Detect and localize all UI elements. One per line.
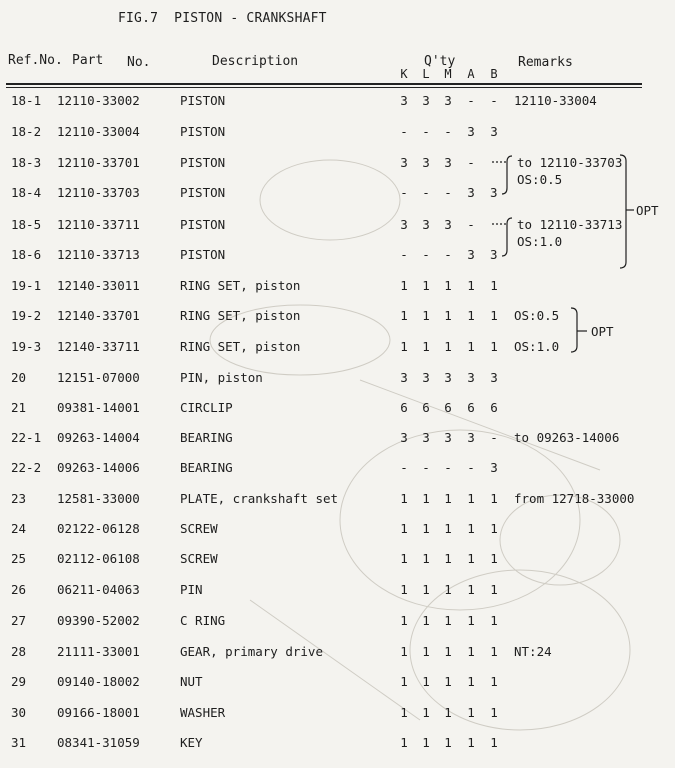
qty-l-cell: 1 <box>422 613 430 628</box>
opt-label-pistons: OPT <box>636 203 659 218</box>
qty-m-cell: 3 <box>444 93 452 108</box>
qty-k-cell: 3 <box>400 370 408 385</box>
qty-l-cell: 1 <box>422 308 430 323</box>
description-cell: WASHER <box>180 705 226 720</box>
ref-no-cell: 18-6 <box>11 247 42 262</box>
qty-k-cell: 1 <box>400 339 408 354</box>
qty-a-cell: 1 <box>467 735 475 750</box>
part-no-cell: 12110-33703 <box>57 185 140 200</box>
qty-m-cell: 1 <box>444 735 452 750</box>
qty-k-cell: 3 <box>400 430 408 445</box>
qty-k-cell: 1 <box>400 644 408 659</box>
ref-no-cell: 18-1 <box>11 93 42 108</box>
qty-b-cell: 1 <box>490 521 498 536</box>
ref-no-cell: 31 <box>11 735 27 750</box>
group1-note-to: to 12110-33703 <box>517 155 623 170</box>
part-no-cell: 12140-33711 <box>57 339 140 354</box>
qty-k-cell: 3 <box>400 93 408 108</box>
description-cell: PISTON <box>180 124 226 139</box>
part-no-cell: 08341-31059 <box>57 735 140 750</box>
qty-b-cell: 6 <box>490 400 498 415</box>
qty-b-cell: 3 <box>490 370 498 385</box>
part-no-cell: 12110-33004 <box>57 124 140 139</box>
qty-col-k: K <box>400 67 408 81</box>
part-no-cell: 09390-52002 <box>57 613 140 628</box>
ref-no-cell: 29 <box>11 674 27 689</box>
part-no-cell: 09140-18002 <box>57 674 140 689</box>
qty-l-cell: 3 <box>422 155 430 170</box>
group2-note-os: OS:1.0 <box>517 234 563 249</box>
part-no-cell: 09263-14006 <box>57 460 140 475</box>
description-cell: PISTON <box>180 93 226 108</box>
qty-b-cell: 1 <box>490 582 498 597</box>
qty-k-cell: 1 <box>400 674 408 689</box>
qty-k-cell: 1 <box>400 308 408 323</box>
remarks-cell: NT:24 <box>514 644 552 659</box>
qty-l-cell: 1 <box>422 551 430 566</box>
qty-l-cell: 1 <box>422 674 430 689</box>
ref-no-cell: 19-2 <box>11 308 42 323</box>
part-no-cell: 12110-33002 <box>57 93 140 108</box>
part-no-cell: 12110-33713 <box>57 247 140 262</box>
description-cell: CIRCLIP <box>180 400 233 415</box>
qty-a-cell: 1 <box>467 644 475 659</box>
qty-a-cell: - <box>467 217 475 232</box>
ref-no-cell: 27 <box>11 613 27 628</box>
qty-b-cell: 3 <box>490 124 498 139</box>
qty-b-cell: - <box>490 430 498 445</box>
qty-m-cell: 3 <box>444 217 452 232</box>
qty-l-cell: 1 <box>422 521 430 536</box>
qty-a-cell: 1 <box>467 521 475 536</box>
remarks-cell: to 09263-14006 <box>514 430 620 445</box>
description-cell: KEY <box>180 735 203 750</box>
part-no-cell: 02122-06128 <box>57 521 140 536</box>
qty-k-cell: 1 <box>400 491 408 506</box>
qty-m-cell: 3 <box>444 370 452 385</box>
description-cell: GEAR, primary drive <box>180 644 323 659</box>
qty-m-cell: - <box>444 185 452 200</box>
qty-a-cell: 1 <box>467 551 475 566</box>
ref-no-cell: 19-1 <box>11 278 42 293</box>
qty-l-cell: - <box>422 460 430 475</box>
qty-b-cell: 1 <box>490 705 498 720</box>
qty-l-cell: 1 <box>422 582 430 597</box>
qty-k-cell: - <box>400 460 408 475</box>
header-qty: Q'ty <box>424 54 456 69</box>
remarks-cell: 12110-33004 <box>514 93 597 108</box>
qty-m-cell: 6 <box>444 400 452 415</box>
part-no-cell: 12140-33701 <box>57 308 140 323</box>
ref-no-cell: 19-3 <box>11 339 42 354</box>
qty-a-cell: 1 <box>467 491 475 506</box>
qty-k-cell: 1 <box>400 705 408 720</box>
qty-a-cell: 1 <box>467 674 475 689</box>
qty-l-cell: - <box>422 185 430 200</box>
qty-b-cell: 1 <box>490 613 498 628</box>
header-description: Description <box>212 54 299 69</box>
qty-a-cell: - <box>467 93 475 108</box>
qty-a-cell: 1 <box>467 308 475 323</box>
description-cell: PISTON <box>180 155 226 170</box>
header-ref-no: Ref.No. <box>8 53 63 68</box>
ref-no-cell: 21 <box>11 400 27 415</box>
header-no: No. <box>127 55 151 70</box>
qty-b-cell: 1 <box>490 551 498 566</box>
qty-a-cell: - <box>467 460 475 475</box>
qty-col-l: L <box>422 67 430 81</box>
qty-l-cell: 1 <box>422 644 430 659</box>
qty-b-cell: 1 <box>490 339 498 354</box>
qty-a-cell: 3 <box>467 430 475 445</box>
qty-b-cell: 1 <box>490 735 498 750</box>
description-cell: PIN, piston <box>180 370 263 385</box>
qty-k-cell: 3 <box>400 155 408 170</box>
figure-title: FIG.7 PISTON - CRANKSHAFT <box>118 11 327 26</box>
qty-k-cell: 6 <box>400 400 408 415</box>
description-cell: C RING <box>180 613 226 628</box>
qty-k-cell: 1 <box>400 613 408 628</box>
qty-col-a: A <box>467 67 475 81</box>
ref-no-cell: 18-2 <box>11 124 42 139</box>
remarks-cell: OS:1.0 <box>514 339 560 354</box>
group2-note-to: to 12110-33713 <box>517 217 623 232</box>
qty-k-cell: 1 <box>400 582 408 597</box>
qty-l-cell: 1 <box>422 278 430 293</box>
opt-label-rings: OPT <box>591 324 614 339</box>
description-cell: BEARING <box>180 460 233 475</box>
description-cell: RING SET, piston <box>180 308 301 323</box>
part-no-cell: 02112-06108 <box>57 551 140 566</box>
qty-l-cell: 1 <box>422 491 430 506</box>
qty-b-cell: 1 <box>490 491 498 506</box>
qty-m-cell: 1 <box>444 644 452 659</box>
qty-m-cell: 1 <box>444 705 452 720</box>
qty-l-cell: 1 <box>422 705 430 720</box>
ref-no-cell: 23 <box>11 491 27 506</box>
description-cell: BEARING <box>180 430 233 445</box>
qty-a-cell: 1 <box>467 705 475 720</box>
qty-col-b: B <box>490 67 498 81</box>
qty-l-cell: 1 <box>422 735 430 750</box>
qty-m-cell: 3 <box>444 430 452 445</box>
qty-b-cell: 1 <box>490 308 498 323</box>
description-cell: SCREW <box>180 521 218 536</box>
qty-k-cell: 1 <box>400 521 408 536</box>
ref-no-cell: 24 <box>11 521 27 536</box>
ref-no-cell: 22-2 <box>11 460 42 475</box>
header-remarks: Remarks <box>518 55 573 70</box>
description-cell: SCREW <box>180 551 218 566</box>
qty-a-cell: 3 <box>467 247 475 262</box>
qty-k-cell: 3 <box>400 217 408 232</box>
qty-l-cell: - <box>422 124 430 139</box>
group1-note-os: OS:0.5 <box>517 172 563 187</box>
qty-k-cell: 1 <box>400 735 408 750</box>
qty-m-cell: 1 <box>444 278 452 293</box>
qty-m-cell: - <box>444 124 452 139</box>
qty-l-cell: 3 <box>422 93 430 108</box>
qty-m-cell: - <box>444 460 452 475</box>
description-cell: PLATE, crankshaft set <box>180 491 339 506</box>
part-no-cell: 12581-33000 <box>57 491 140 506</box>
qty-a-cell: 1 <box>467 339 475 354</box>
description-cell: RING SET, piston <box>180 339 301 354</box>
description-cell: PISTON <box>180 217 226 232</box>
qty-m-cell: 1 <box>444 339 452 354</box>
part-no-cell: 12151-07000 <box>57 370 140 385</box>
ref-no-cell: 25 <box>11 551 27 566</box>
description-cell: PISTON <box>180 185 226 200</box>
part-no-cell: 21111-33001 <box>57 644 140 659</box>
qty-k-cell: 1 <box>400 278 408 293</box>
ref-no-cell: 18-5 <box>11 217 42 232</box>
qty-m-cell: 1 <box>444 308 452 323</box>
ref-no-cell: 28 <box>11 644 27 659</box>
qty-a-cell: 6 <box>467 400 475 415</box>
qty-k-cell: - <box>400 185 408 200</box>
ref-no-cell: 26 <box>11 582 27 597</box>
qty-m-cell: 3 <box>444 155 452 170</box>
qty-l-cell: 6 <box>422 400 430 415</box>
qty-m-cell: 1 <box>444 582 452 597</box>
qty-l-cell: 3 <box>422 430 430 445</box>
remarks-cell: from 12718-33000 <box>514 491 635 506</box>
qty-a-cell: - <box>467 155 475 170</box>
qty-k-cell: 1 <box>400 551 408 566</box>
ref-no-cell: 30 <box>11 705 27 720</box>
group1-b-qty-bottom: 3 <box>490 185 498 200</box>
description-cell: PIN <box>180 582 203 597</box>
qty-m-cell: - <box>444 247 452 262</box>
description-cell: PISTON <box>180 247 226 262</box>
ref-no-cell: 18-3 <box>11 155 42 170</box>
description-cell: NUT <box>180 674 203 689</box>
qty-b-cell: 1 <box>490 278 498 293</box>
qty-b-cell: 1 <box>490 674 498 689</box>
part-no-cell: 09263-14004 <box>57 430 140 445</box>
qty-b-cell: 1 <box>490 644 498 659</box>
part-no-cell: 12110-33701 <box>57 155 140 170</box>
header-part: Part <box>72 53 104 68</box>
remarks-cell: OS:0.5 <box>514 308 560 323</box>
qty-col-m: M <box>444 67 452 81</box>
part-no-cell: 12140-33011 <box>57 278 140 293</box>
part-no-cell: 09381-14001 <box>57 400 140 415</box>
qty-m-cell: 1 <box>444 674 452 689</box>
part-no-cell: 12110-33711 <box>57 217 140 232</box>
qty-l-cell: 3 <box>422 370 430 385</box>
ref-no-cell: 22-1 <box>11 430 42 445</box>
qty-k-cell: - <box>400 247 408 262</box>
part-no-cell: 06211-04063 <box>57 582 140 597</box>
ref-no-cell: 20 <box>11 370 27 385</box>
qty-l-cell: 1 <box>422 339 430 354</box>
group2-b-qty-bottom: 3 <box>490 247 498 262</box>
qty-a-cell: 1 <box>467 613 475 628</box>
qty-b-cell: - <box>490 93 498 108</box>
qty-l-cell: - <box>422 247 430 262</box>
qty-a-cell: 1 <box>467 278 475 293</box>
qty-l-cell: 3 <box>422 217 430 232</box>
ref-no-cell: 18-4 <box>11 185 42 200</box>
qty-m-cell: 1 <box>444 491 452 506</box>
qty-m-cell: 1 <box>444 551 452 566</box>
qty-a-cell: 3 <box>467 370 475 385</box>
qty-m-cell: 1 <box>444 521 452 536</box>
qty-a-cell: 1 <box>467 582 475 597</box>
qty-m-cell: 1 <box>444 613 452 628</box>
description-cell: RING SET, piston <box>180 278 301 293</box>
qty-b-cell: 3 <box>490 460 498 475</box>
part-no-cell: 09166-18001 <box>57 705 140 720</box>
qty-k-cell: - <box>400 124 408 139</box>
qty-a-cell: 3 <box>467 124 475 139</box>
qty-a-cell: 3 <box>467 185 475 200</box>
